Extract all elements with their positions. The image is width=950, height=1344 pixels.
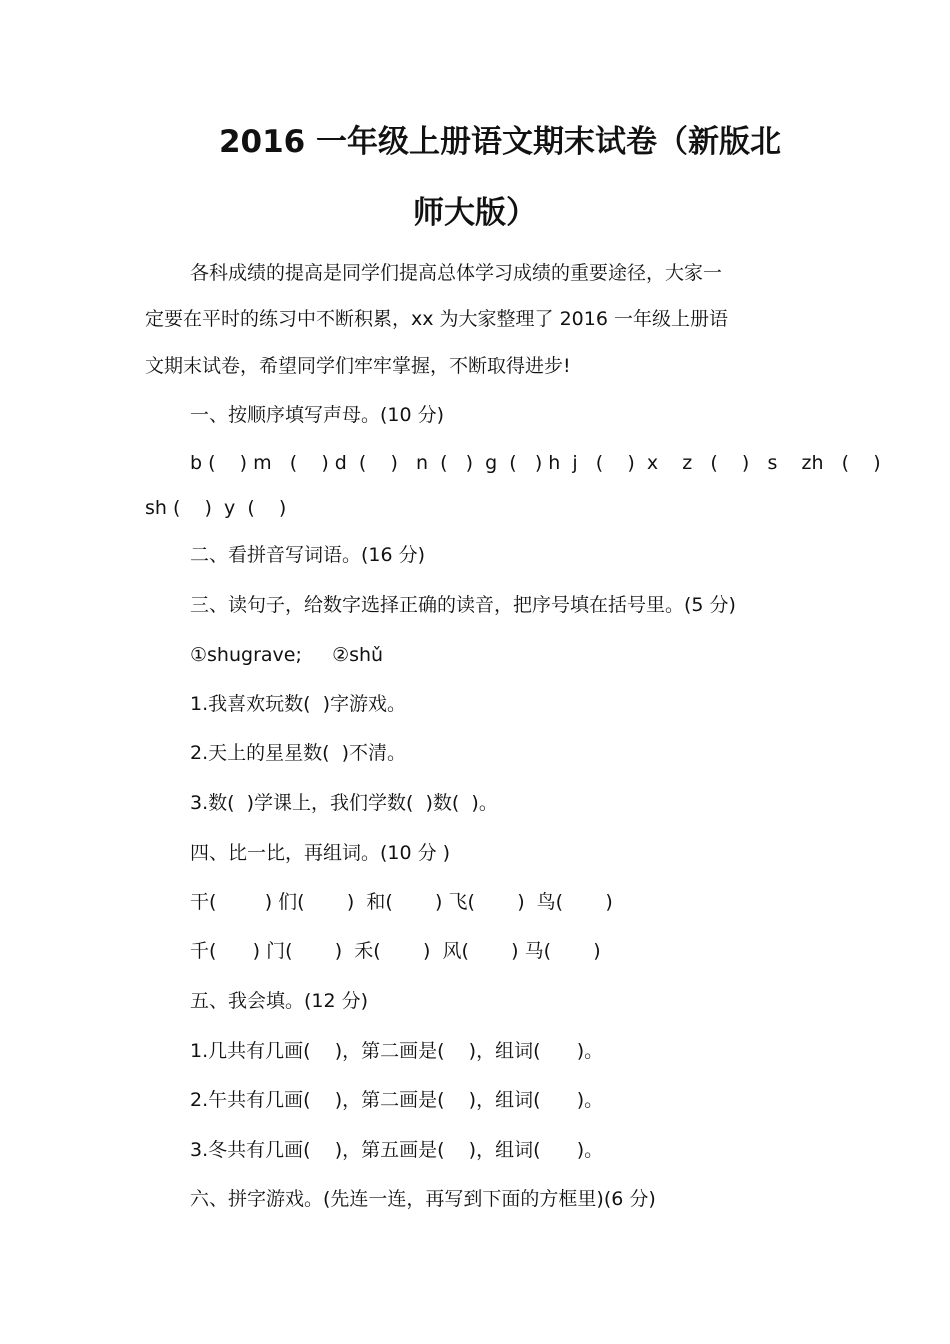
section5-question3: 3.冬共有几画( )，第五画是( )，组词( )。	[190, 1139, 604, 1161]
section5-question1: 1.几共有几画( )，第二画是( )，组词( )。	[190, 1040, 604, 1062]
section5-heading: 五、我会填。(12 分)	[190, 990, 369, 1012]
section1-consonants-line2: sh ( ) y ( )	[145, 497, 287, 519]
section5-question2: 2.午共有几画( )，第二画是( )，组词( )。	[190, 1089, 604, 1111]
section3-heading: 三、读句子，给数字选择正确的读音，把序号填在括号里。(5 分)	[190, 594, 736, 616]
section2-heading: 二、看拼音写词语。(16 分)	[190, 544, 426, 566]
section1-heading: 一、按顺序填写声母。(10 分)	[190, 404, 445, 426]
section3-question3: 3.数( )学课上，我们学数( )数( )。	[190, 792, 498, 814]
section4-line2: 千( ) 门( ) 禾( ) 风( ) 马( )	[190, 940, 601, 962]
intro-line1: 各科成绩的提高是同学们提高总体学习成绩的重要途径，大家一	[190, 262, 723, 284]
section1-consonants-line1: b ( ) m ( ) d ( ) n ( ) g ( ) h j ( ) x z ( ) s zh ( )	[190, 452, 881, 474]
doc-title-line1: 2016 一年级上册语文期末试卷（新版北	[218, 124, 782, 160]
section4-heading: 四、比一比，再组词。(10 分 )	[190, 842, 451, 864]
section3-question1: 1.我喜欢玩数( )字游戏。	[190, 693, 407, 715]
section3-options: ①shugrave; ②shǔ	[190, 644, 384, 666]
intro-line3: 文期末试卷，希望同学们牢牢掌握，不断取得进步!	[145, 355, 571, 377]
intro-line2: 定要在平时的练习中不断积累，xx 为大家整理了 2016 一年级上册语	[145, 308, 728, 330]
section3-question2: 2.天上的星星数( )不清。	[190, 742, 407, 764]
doc-title-line2: 师大版）	[413, 195, 537, 231]
section4-line1: 干( ) 们( ) 和( ) 飞( ) 鸟( )	[190, 891, 613, 913]
section6-heading: 六、拼字游戏。(先连一连，再写到下面的方框里)(6 分)	[190, 1188, 656, 1210]
